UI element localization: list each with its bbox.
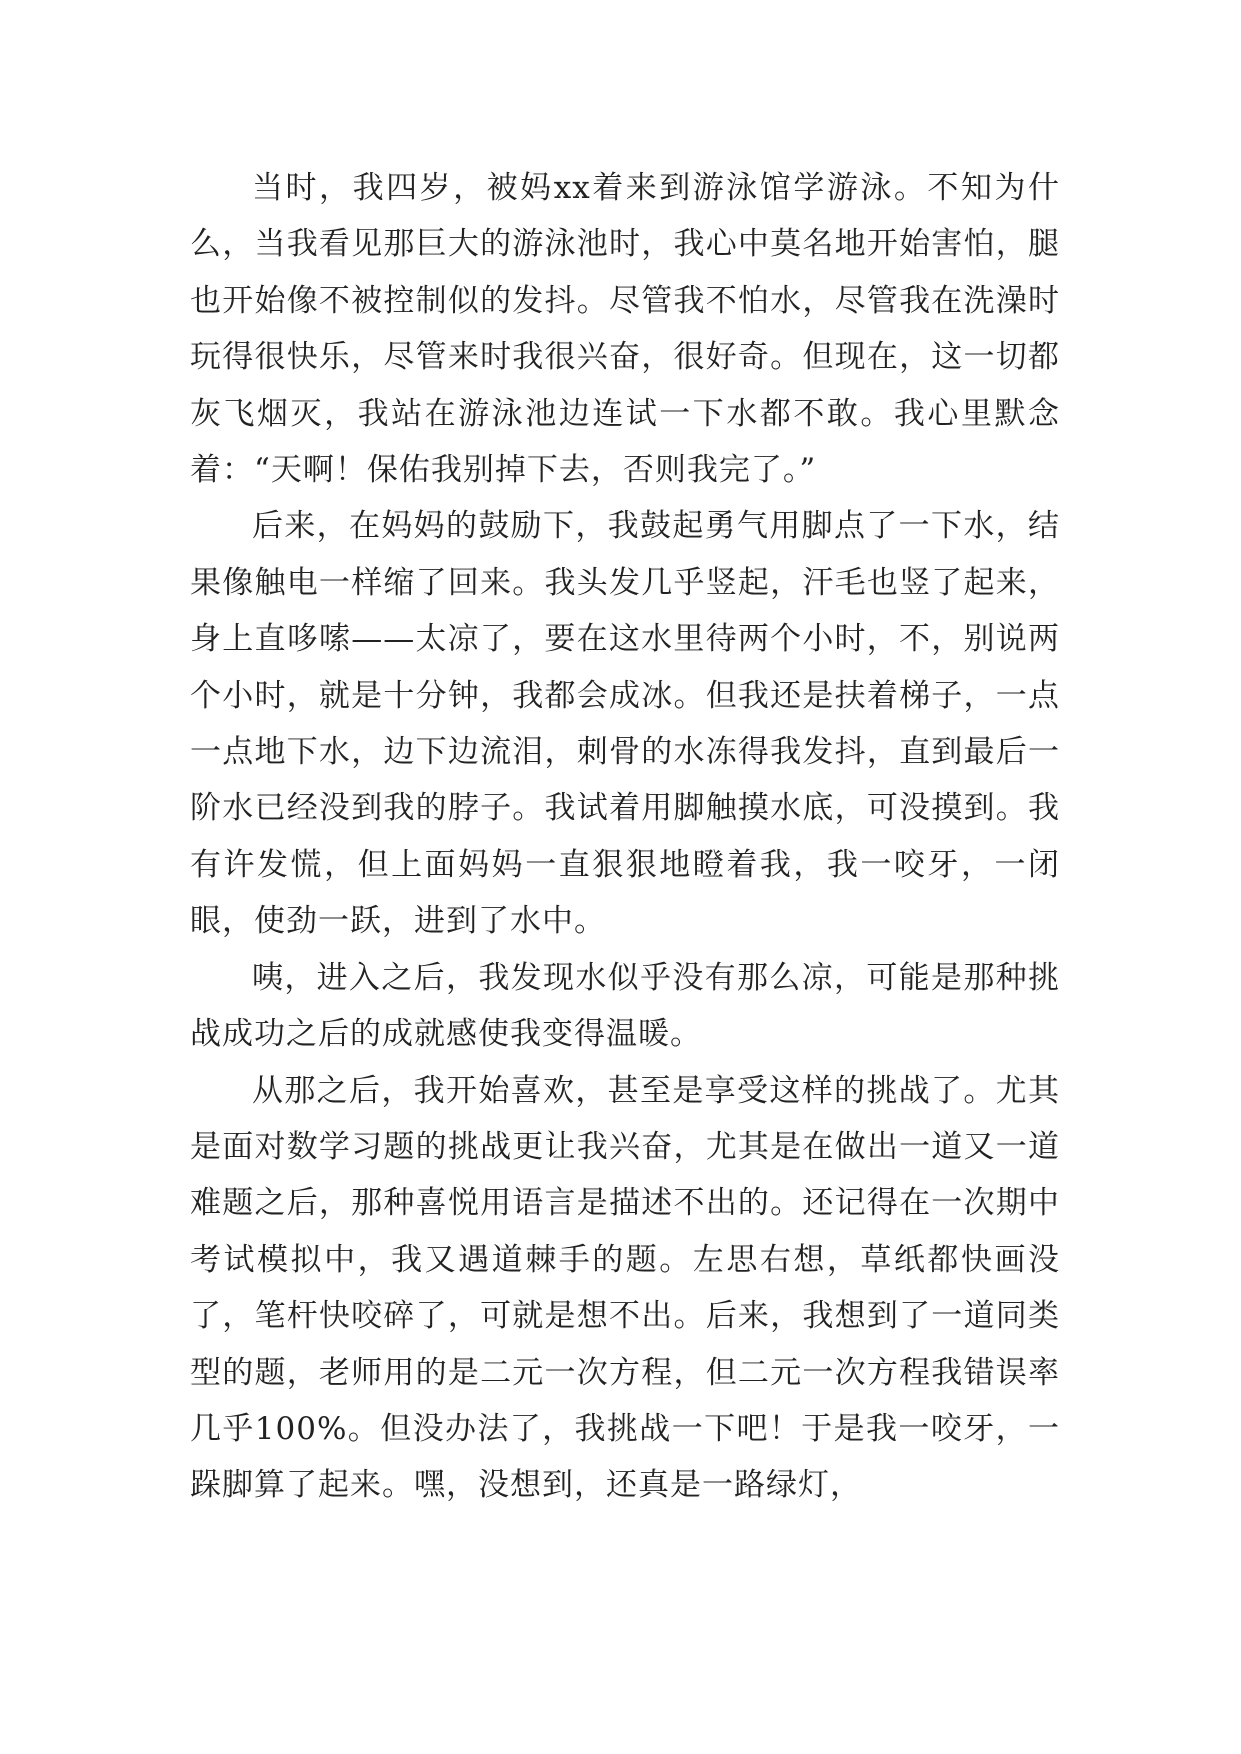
document-body <box>190 160 1060 1514</box>
paragraph-2: 后来，在妈妈的鼓励下，我鼓起勇气用脚点了一下水，结果像触电一样缩了回来。我头发几乎竖起，汗毛也竖了起来，身上直哆嗦——太凉了，要在这水里待两个小时，不，别说两个小时，就是十分钟，我都会成冰。但我还是扶着梯子，一点一点地下水，边下边流泪，刺骨的水冻得我发抖，直到最后一阶水已经没到我的脖子。我试着用脚触摸水底，可没摸到。我有许发慌，但上面妈妈一直狠狠地瞪着我，我一咬牙，一闭眼，使劲一跃，进到了水中。 <box>190 508 1060 940</box>
paragraph-3: 咦，进入之后，我发现水似乎没有那么凉，可能是那种挑战成功之后的成就感使我变得温暖。 <box>190 959 1060 1053</box>
paragraph-1: 当时，我四岁，被妈xx着来到游泳馆学游泳。不知为什么，当我看见那巨大的游泳池时，我心中莫名地开始害怕，腿也开始像不被控制似的发抖。尽管我不怕水，尽管我在洗澡时玩得很快乐，尽管来时我很兴奋，很好奇。但现在，这一切都灰飞烟灭，我站在游泳池边连试一下水都不敢。我心里默念着：“天啊！保佑我别掉下去，否则我完了。” <box>190 170 1060 489</box>
paragraph-4: 从那之后，我开始喜欢，甚至是享受这样的挑战了。尤其是面对数学习题的挑战更让我兴奋，尤其是在做出一道又一道难题之后，那种喜悦用语言是描述不出的。还记得在一次期中考试模拟中，我又遇道棘手的题。左思右想，草纸都快画没了，笔杆快咬碎了，可就是想不出。后来，我想到了一道同类型的题，老师用的是二元一次方程，但二元一次方程我错误率几乎100%。但没办法了，我挑战一下吧！于是我一咬牙，一跺脚算了起来。嘿，没想到，还真是一路绿灯， <box>190 1072 1060 1504</box>
